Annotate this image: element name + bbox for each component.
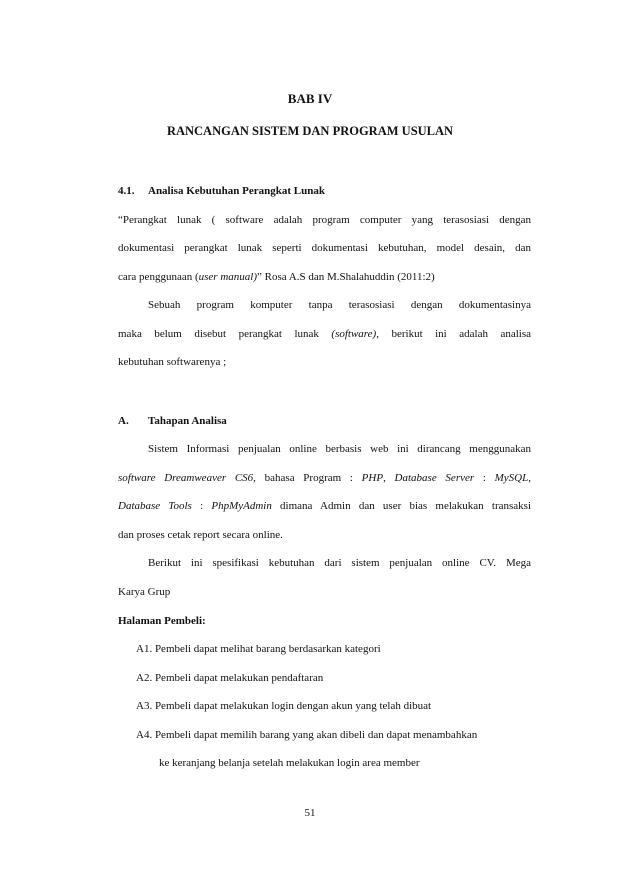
quote-line-1: “Perangkat lunak ( software adalah program computer yang terasosiasi dengan	[118, 214, 531, 226]
para-line-3: kebutuhan softwarenya ;	[118, 356, 227, 368]
para-line-2: maka belum disebut perangkat lunak (software), berikut ini adalah analisa	[118, 328, 531, 340]
list-item: A3. Pembeli dapat melakukan login dengan akun yang telah dibuat	[136, 700, 432, 712]
tahapan-line-4: dan proses cetak report secara online.	[118, 529, 283, 541]
tahapan-line-2: software Dreamweaver CS6, bahasa Program : PHP, Database Server : MySQL,	[118, 472, 531, 484]
section-letter: A.	[118, 415, 129, 427]
chapter-subtitle: RANCANGAN SISTEM DAN PROGRAM USULAN	[166, 124, 454, 138]
page-number: 51	[304, 807, 316, 819]
quote-line-3: cara penggunaan (user manual)” Rosa A.S dan M.Shalahuddin (2011:2)	[118, 271, 435, 283]
section-heading: Analisa Kebutuhan Perangkat Lunak	[148, 185, 325, 197]
list-item: A2. Pembeli dapat melakukan pendaftaran	[136, 672, 324, 684]
para-line-1: Sebuah program komputer tanpa terasosiasi dengan dokumentasinya	[148, 299, 531, 311]
chapter-title: BAB IV	[287, 91, 333, 106]
section-a-heading: Tahapan Analisa	[148, 415, 227, 427]
list-item: A1. Pembeli dapat melihat barang berdasarkan kategori	[136, 643, 381, 655]
list-item: A4. Pembeli dapat memilih barang yang akan dibeli dan dapat menambahkan	[136, 729, 478, 741]
section-number: 4.1.	[118, 185, 135, 197]
list-item-continuation: ke keranjang belanja setelah melakukan login area member	[159, 757, 420, 769]
spesifikasi-line-1: Berikut ini spesifikasi kebutuhan dari sistem penjualan online CV. Mega	[148, 557, 531, 569]
spesifikasi-line-2: Karya Grup	[118, 586, 171, 598]
halaman-heading: Halaman Pembeli:	[118, 615, 206, 627]
quote-line-2: dokumentasi perangkat lunak seperti dokumentasi kebutuhan, model desain, dan	[118, 242, 531, 254]
tahapan-line-3: Database Tools : PhpMyAdmin dimana Admin dan user bias melakukan transaksi	[118, 500, 531, 512]
tahapan-line-1: Sistem Informasi penjualan online berbasis web ini dirancang menggunakan	[148, 443, 531, 455]
